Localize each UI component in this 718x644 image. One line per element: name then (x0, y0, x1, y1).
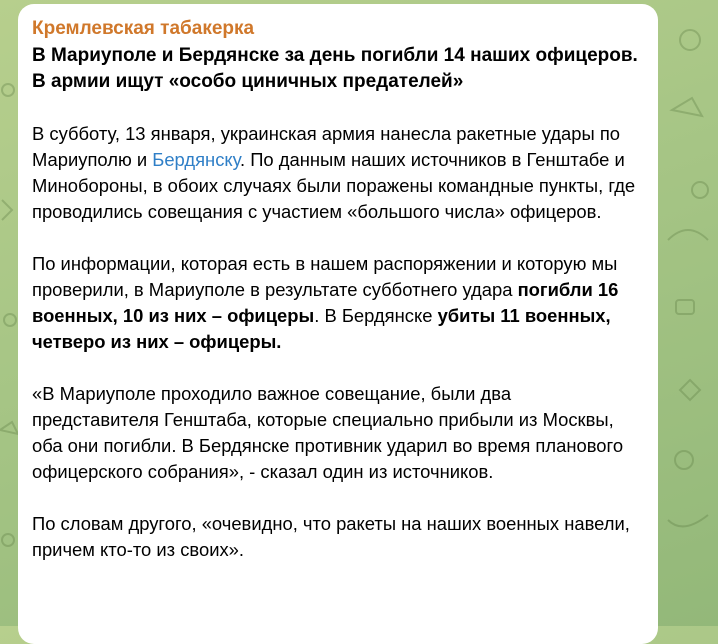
berdyansk-link[interactable]: Бердянску (152, 149, 240, 170)
message-bubble (18, 4, 658, 644)
paragraph-1-text-b: . По данным наших источников в Генштабе и Минобороны, в обоих случаях были поражены командные пункты, где проводились совещания с участием «большого числа» офицеров. (32, 149, 636, 222)
channel-name[interactable]: Кремлевская табакерка (32, 18, 255, 39)
message-paragraph-3: «В Мариуполе проходило важное совещание, были два представителя Генштаба, которые специально прибыли из Москвы, оба они погибли. В Бердянске противник ударил во время планового офицерского собрания», - сказал один из источников. (32, 383, 624, 482)
message-paragraph-4: По словам другого, «очевидно, что ракеты на наших военных навели, причем кто-то из своих». (32, 513, 630, 560)
paragraph-2-text-a: По информации, которая есть в нашем распоряжении и которую мы проверили, в Мариуполе в результате субботнего удара (32, 253, 618, 300)
paragraph-1-text-a: В субботу, 13 января, украинская армия нанесла ракетные удары по Мариуполю и (32, 123, 621, 170)
paragraph-2-bold-a: погибли 16 военных, 10 из них – офицеры (32, 279, 619, 326)
message-headline: В Мариуполе и Бердянске за день погибли 14 наших офицеров. В армии ищут «особо циничных предателей» (32, 45, 638, 92)
paragraph-2-text-b: . В Бердянске (314, 305, 438, 326)
message-paragraph-1 (32, 121, 640, 225)
paragraph-2-bold-b: убиты 11 военных, четверо из них – офицеры. (32, 305, 611, 352)
message-paragraph-2 (32, 251, 640, 355)
